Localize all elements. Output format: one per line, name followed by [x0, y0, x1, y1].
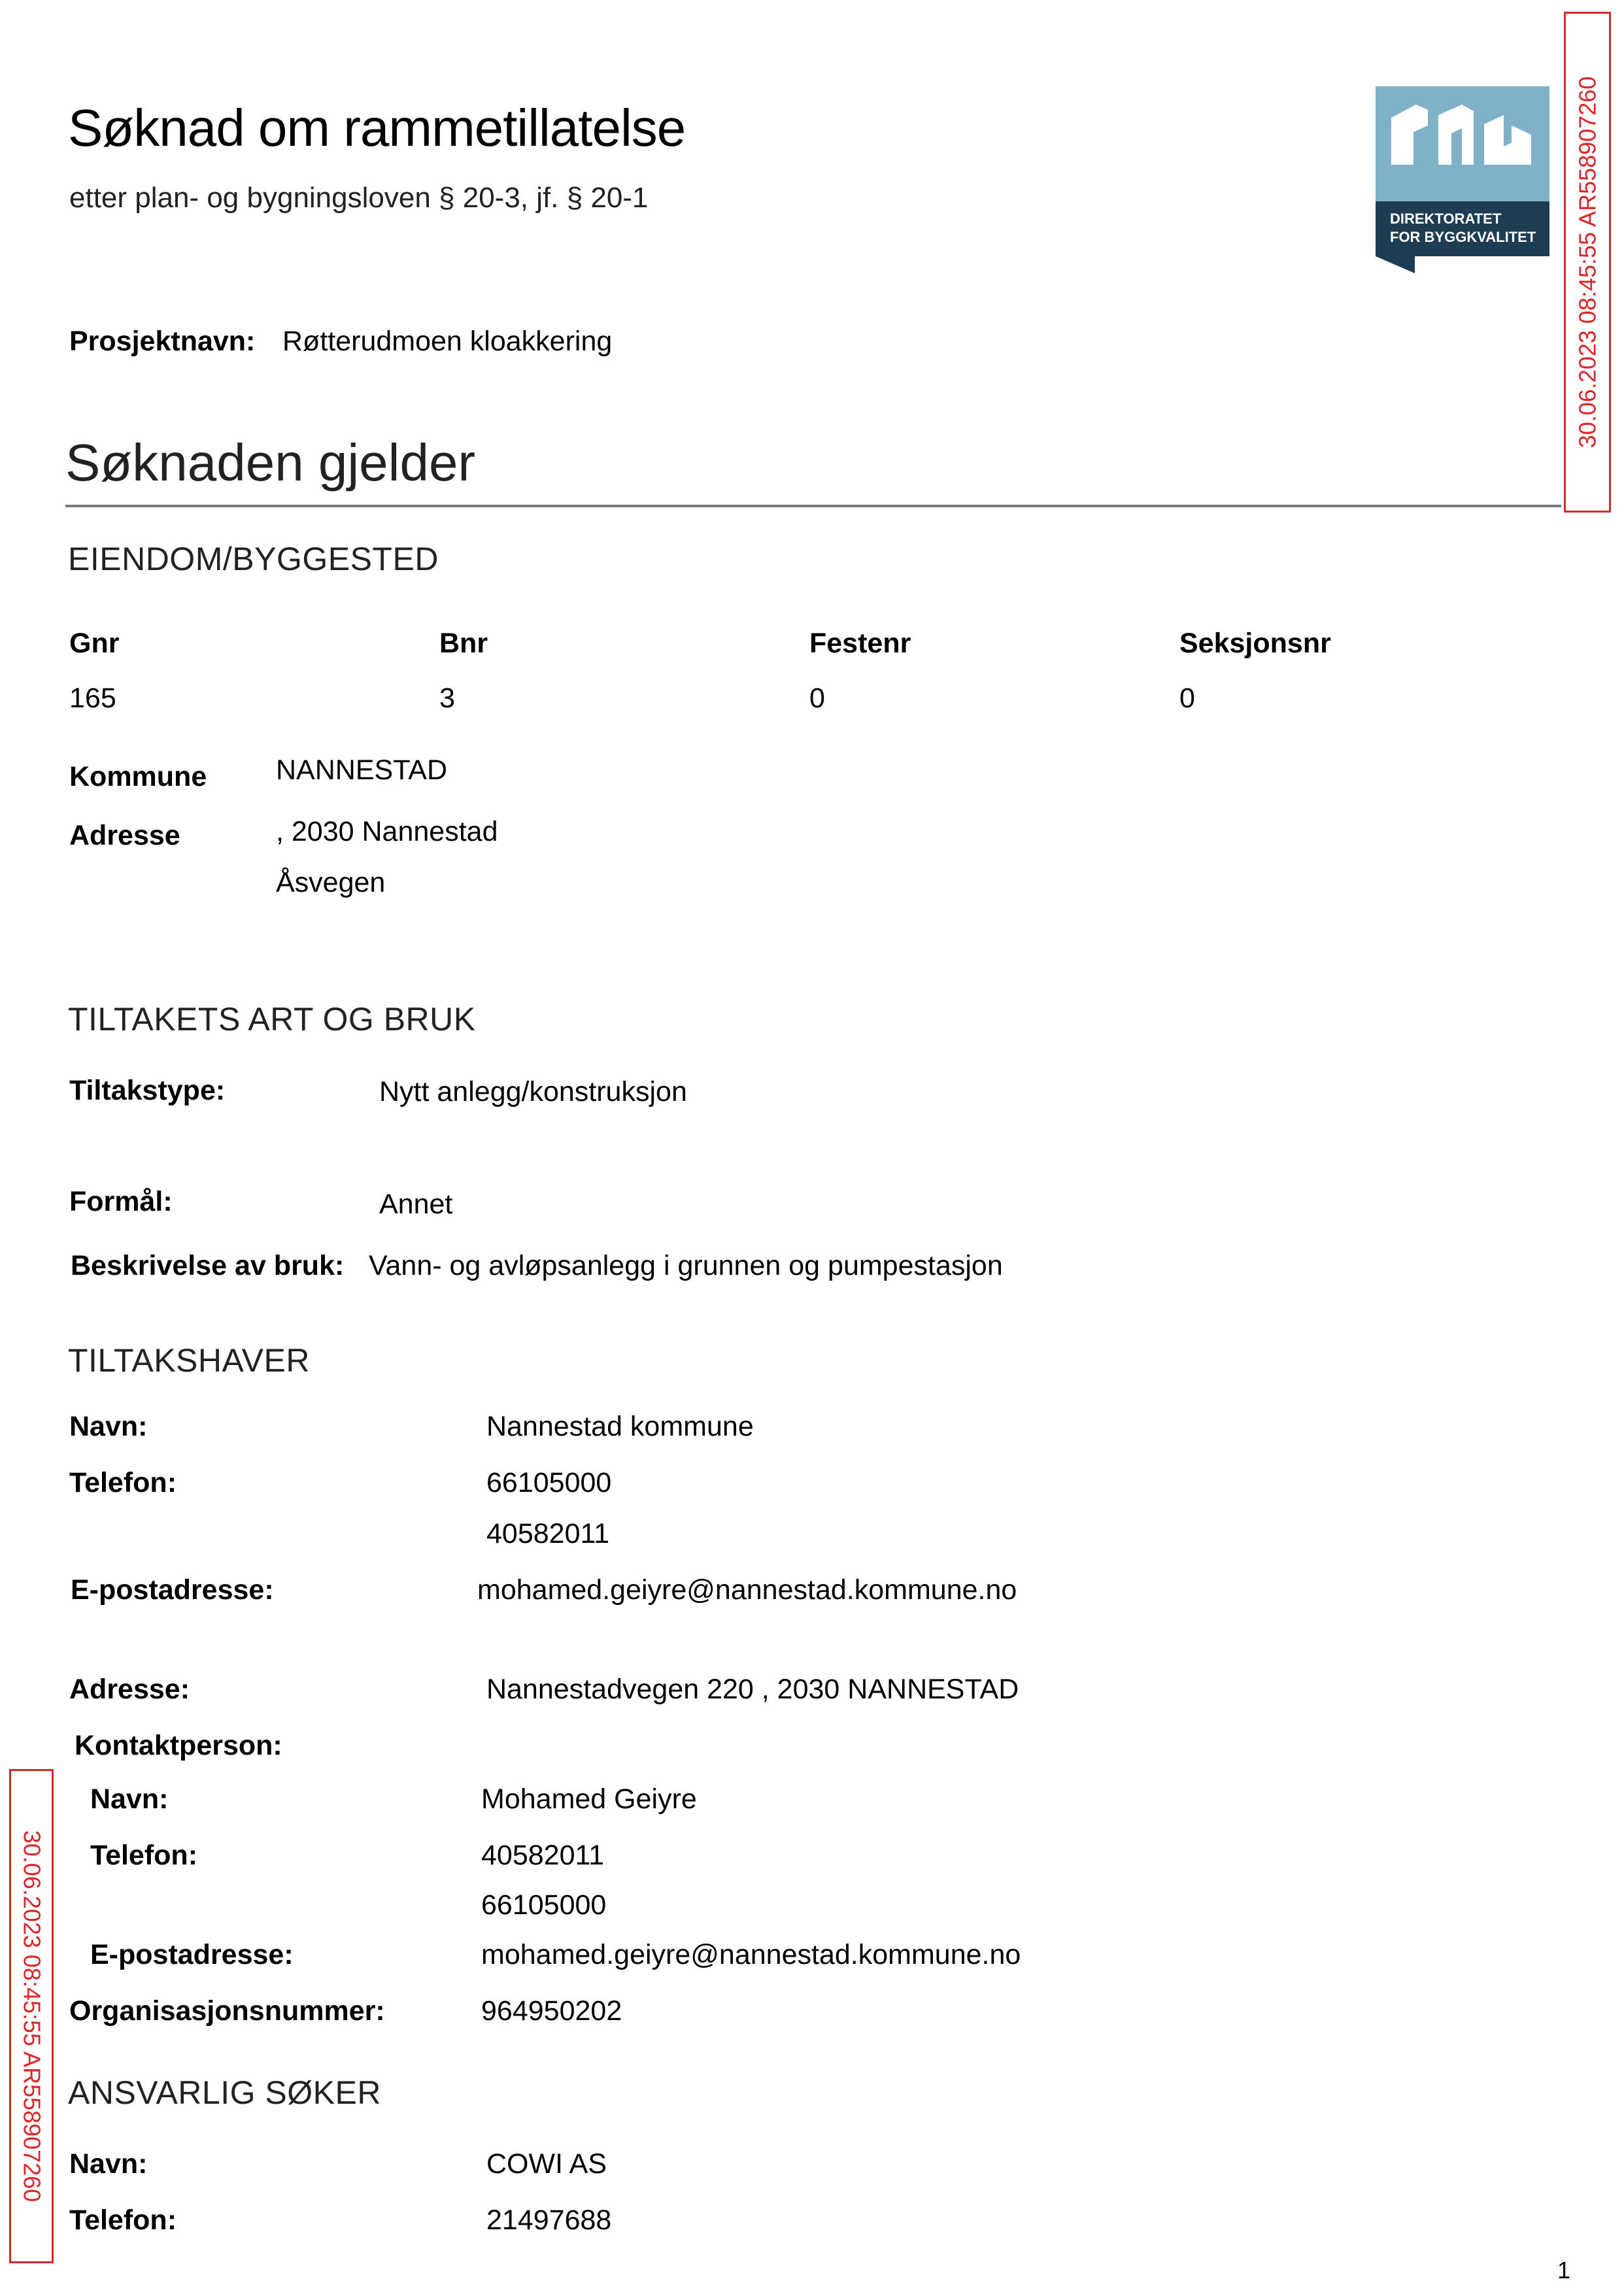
bnr-value: 3 — [439, 683, 455, 714]
tiltakshaver-navn-value: Nannestad kommune — [486, 1411, 754, 1442]
tiltakshaver-heading: TILTAKSHAVER — [68, 1342, 310, 1379]
document-subtitle: etter plan- og bygningsloven § 20-3, jf. § 20-1 — [69, 182, 649, 214]
kommune-label: Kommune — [69, 761, 207, 792]
festenr-value: 0 — [809, 683, 825, 714]
kontaktperson-label: Kontaktperson: — [75, 1730, 282, 1761]
formal-value: Annet — [379, 1189, 453, 1220]
seksjonsnr-label: Seksjonsnr — [1179, 628, 1331, 659]
tiltakshaver-navn-label: Navn: — [69, 1411, 148, 1442]
kontakt-epost-value: mohamed.geiyre@nannestad.kommune.no — [481, 1939, 1021, 1970]
orgnr-value: 964950202 — [481, 1995, 622, 2027]
document-title: Søknad om rammetillatelse — [68, 99, 686, 157]
kontakt-telefon-value2: 66105000 — [481, 1889, 607, 1921]
gnr-value: 165 — [69, 683, 116, 714]
formal-label: Formål: — [69, 1186, 173, 1217]
dibk-logo — [1376, 86, 1549, 273]
seksjonsnr-value: 0 — [1179, 683, 1195, 714]
timestamp-stamp-left — [9, 1769, 54, 2263]
logo-text-line2: FOR BYGGKVALITET — [1390, 229, 1536, 245]
kontakt-navn-value: Mohamed Geiyre — [481, 1783, 697, 1815]
kontakt-telefon-value1: 40582011 — [481, 1840, 605, 1871]
tiltakshaver-adresse-label: Adresse: — [69, 1674, 190, 1705]
stamp-text-right: 30.06.2023 08:45:55 AR558907260 — [1574, 76, 1600, 448]
stamp-text-left: 30.06.2023 08:45:55 AR558907260 — [18, 1830, 45, 2202]
bruk-label: Beskrivelse av bruk: — [71, 1250, 345, 1281]
ansvarlig-navn-label: Navn: — [69, 2148, 148, 2180]
tiltakstype-label: Tiltakstype: — [69, 1075, 226, 1106]
adresse-line1: , 2030 Nannestad — [276, 816, 498, 847]
section-divider — [65, 505, 1561, 507]
tiltakshaver-epost-label: E-postadresse: — [71, 1574, 274, 1606]
ansvarlig-heading: ANSVARLIG SØKER — [68, 2074, 381, 2111]
bnr-label: Bnr — [439, 628, 488, 659]
page-number: 1 — [1557, 2257, 1571, 2284]
gnr-label: Gnr — [69, 628, 120, 659]
tiltakshaver-telefon-value2: 40582011 — [486, 1518, 610, 1549]
ansvarlig-telefon-value: 21497688 — [486, 2204, 612, 2236]
orgnr-label: Organisasjonsnummer: — [69, 1995, 385, 2027]
bruk-value: Vann- og avløpsanlegg i grunnen og pumpestasjon — [369, 1250, 1003, 1281]
project-label: Prosjektnavn: — [69, 326, 256, 357]
eiendom-heading: EIENDOM/BYGGESTED — [68, 541, 439, 577]
logo-text-line1: DIREKTORATET — [1390, 211, 1502, 227]
kontakt-telefon-label: Telefon: — [90, 1840, 198, 1871]
ansvarlig-telefon-label: Telefon: — [69, 2204, 177, 2236]
festenr-label: Festenr — [809, 628, 911, 659]
adresse-line2: Åsvegen — [276, 867, 386, 898]
dibk-logo-icon — [1376, 86, 1549, 273]
project-value: Røtterudmoen kloakkering — [282, 326, 613, 357]
tiltakshaver-telefon-value1: 66105000 — [486, 1467, 612, 1498]
tiltakstype-value: Nytt anlegg/konstruksjon — [379, 1076, 687, 1107]
kommune-value: NANNESTAD — [276, 754, 448, 786]
ansvarlig-navn-value: COWI AS — [486, 2148, 607, 2180]
kontakt-epost-label: E-postadresse: — [90, 1939, 294, 1970]
section-title: Søknaden gjelder — [65, 433, 476, 492]
tiltakshaver-adresse-value: Nannestadvegen 220 , 2030 NANNESTAD — [486, 1674, 1019, 1705]
kontakt-navn-label: Navn: — [90, 1783, 169, 1815]
tiltakshaver-telefon-label: Telefon: — [69, 1467, 177, 1498]
timestamp-stamp-right — [1564, 12, 1611, 513]
adresse-label: Adresse — [69, 820, 180, 851]
tiltakshaver-epost-value: mohamed.geiyre@nannestad.kommune.no — [477, 1574, 1017, 1606]
tiltak-heading: TILTAKETS ART OG BRUK — [68, 1001, 476, 1037]
